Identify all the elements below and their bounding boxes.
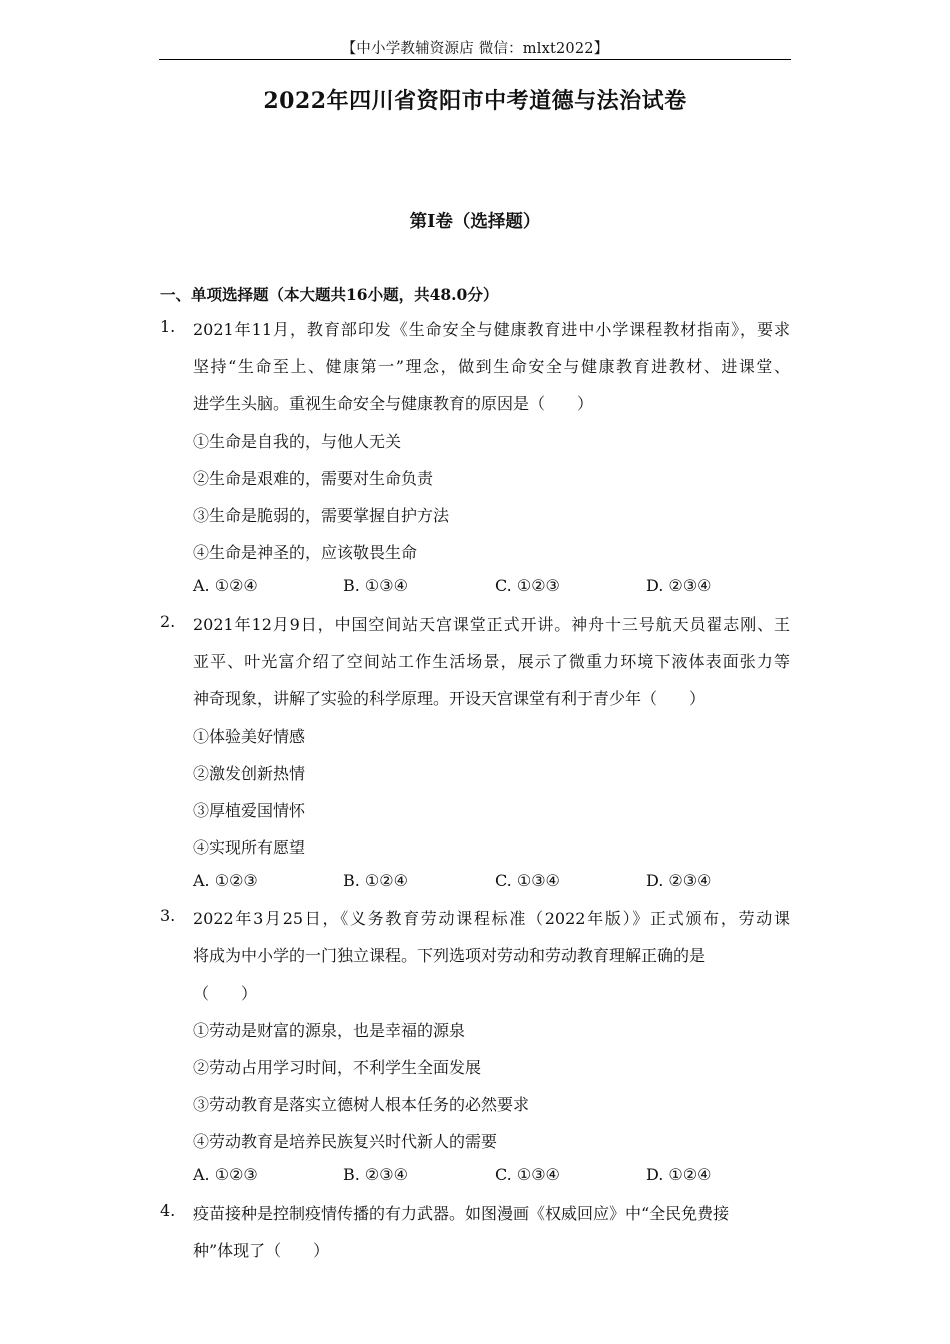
statement-item: ②劳动占用学习时间，不利学生全面发展 [193, 1058, 482, 1077]
question-stem-line: 进学生头脑。重视生命安全与健康教育的原因是（ ） [193, 394, 594, 413]
question-stem-line: 将成为中小学的一门独立课程。下列选项对劳动和劳动教育理解正确的是 [193, 946, 706, 965]
statement-item: ②激发创新热情 [193, 764, 306, 783]
question-stem-line: 神奇现象，讲解了实验的科学原理。开设天宫课堂有利于青少年（ ） [193, 689, 706, 708]
section-title: 第I卷（选择题） [409, 212, 541, 232]
statement-item: ①体验美好情感 [193, 727, 306, 746]
statement-item: ③劳动教育是落实立德树人根本任务的必然要求 [193, 1095, 530, 1114]
question-number: 4. [160, 1201, 176, 1220]
choice-c[interactable]: C. ①③④ [495, 871, 560, 890]
question-number: 3. [160, 906, 176, 925]
choice-c[interactable]: C. ①③④ [495, 1165, 560, 1184]
statement-item: ③厚植爱国情怀 [193, 801, 306, 820]
header-text: 【中小学教辅资源店 微信：mlxt2022】 [341, 41, 609, 57]
question-stem-line: 坚持“生命至上、健康第一”理念，做到生命安全与健康教育进教材、进课堂、 [193, 357, 790, 376]
header-divider [159, 59, 791, 60]
question-stem-line: 疫苗接种是控制疫情传播的有力武器。如图漫画《权威回应》中“全民免费接 [193, 1204, 730, 1223]
question-stem-line: 种”体现了（ ） [193, 1241, 330, 1260]
choice-d[interactable]: D. ②③④ [646, 576, 712, 595]
statement-item: ③生命是脆弱的，需要掌握自护方法 [193, 506, 450, 525]
part-heading: 一、单项选择题（本大题共16小题，共48.0分） [160, 285, 499, 304]
statement-item: ④生命是神圣的，应该敬畏生命 [193, 543, 418, 562]
question-stem-line: 2022年3月25日，《义务教育劳动课程标准（2022年版）》正式颁布，劳动课 [193, 909, 790, 928]
statement-item: ①生命是自我的，与他人无关 [193, 432, 402, 451]
statement-item: ④劳动教育是培养民族复兴时代新人的需要 [193, 1132, 498, 1151]
choice-d[interactable]: D. ②③④ [646, 871, 712, 890]
choice-b[interactable]: B. ②③④ [343, 1165, 408, 1184]
question-number: 2. [160, 612, 176, 631]
choice-a[interactable]: A. ①②③ [193, 1165, 258, 1184]
choice-b[interactable]: B. ①②④ [343, 871, 408, 890]
question-stem-line: 2021年12月9日，中国空间站天宫课堂正式开讲。神舟十三号航天员翟志刚、王 [193, 615, 790, 634]
document-title: 2022年四川省资阳市中考道德与法治试卷 [263, 88, 687, 114]
question-number: 1. [160, 317, 176, 336]
choice-b[interactable]: B. ①③④ [343, 576, 408, 595]
question-stem-line: 亚平、叶光富介绍了空间站工作生活场景，展示了微重力环境下液体表面张力等 [193, 652, 790, 671]
choice-c[interactable]: C. ①②③ [495, 576, 560, 595]
choice-a[interactable]: A. ①②③ [193, 871, 258, 890]
question-stem-line: （ ） [193, 984, 258, 1003]
statement-item: ④实现所有愿望 [193, 838, 306, 857]
choice-a[interactable]: A. ①②④ [193, 576, 258, 595]
choice-d[interactable]: D. ①②④ [646, 1165, 712, 1184]
statement-item: ②生命是艰难的，需要对生命负责 [193, 469, 434, 488]
question-stem-line: 2021年11月，教育部印发《生命安全与健康教育进中小学课程教材指南》，要求 [193, 320, 790, 339]
statement-item: ①劳动是财富的源泉，也是幸福的源泉 [193, 1021, 466, 1040]
